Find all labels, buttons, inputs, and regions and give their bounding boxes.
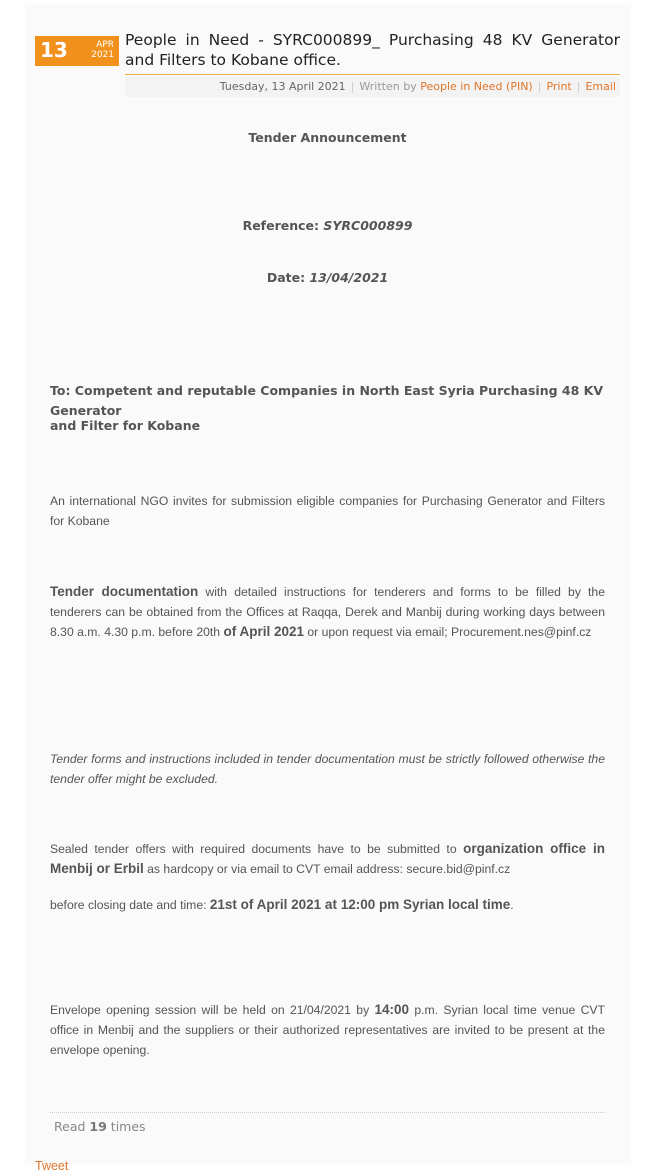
date-year: 2021 <box>91 50 114 60</box>
reference-label: Reference: <box>242 218 324 233</box>
documentation-text-2: or upon request via email; Procurement.nes@pinf.cz <box>303 625 592 639</box>
date-day: 13 <box>40 38 68 62</box>
reference-line <box>50 216 605 236</box>
sealed-paragraph <box>50 839 605 879</box>
written-by-label: Written by <box>359 80 417 93</box>
meta-separator: | <box>350 80 355 93</box>
date-value: 13/04/2021 <box>309 270 389 285</box>
hits-counter <box>54 1118 146 1136</box>
meta-separator: | <box>537 80 542 93</box>
sealed-text-2: as hardcopy or via email to CVT email address: secure.bid@pinf.cz <box>143 862 511 876</box>
title-divider <box>125 74 620 75</box>
closing-text: before closing date and time: <box>50 898 210 912</box>
date-month: APR <box>96 40 114 50</box>
article-title: People in Need - SYRC000899_ Purchasing 48 KV Generator and Filters to Kobane office. <box>125 31 620 69</box>
envelope-bold: 14:00 <box>374 1002 410 1017</box>
closing-bold: 21st of April 2021 at 12:00 pm Syrian local time <box>209 897 511 912</box>
date-badge <box>35 36 119 66</box>
read-label: Read <box>54 1119 86 1134</box>
email-link[interactable]: Email <box>585 80 616 93</box>
meta-separator: | <box>576 80 581 93</box>
times-label: times <box>110 1119 146 1134</box>
print-link[interactable]: Print <box>546 80 572 93</box>
documentation-bold: Tender documentation <box>50 584 199 599</box>
to-line-1: To: Competent and reputable Companies in North East Syria Purchasing 48 KV Generator <box>50 383 604 418</box>
to-line-2: and Filter for Kobane <box>50 418 201 433</box>
envelope-text-2: p.m. Syrian local time venue CVT office in Menbij and the suppliers or their authorized representatives are invited to be present at the envelope opening. <box>50 1003 605 1057</box>
article-date: Tuesday, 13 April 2021 <box>219 80 346 93</box>
date-label: Date: <box>266 270 310 285</box>
author-link[interactable]: People in Need (PIN) <box>420 80 533 93</box>
envelope-paragraph <box>50 1000 605 1060</box>
forms-note: Tender forms and instructions included in tender documentation must be strictly followed otherwise the tender offer might be excluded. <box>50 752 605 786</box>
envelope-text-1: Envelope opening session will be held on 21/04/2021 by <box>50 1003 375 1017</box>
documentation-bold-2: of April 2021 <box>223 624 304 639</box>
reference-value: SYRC000899 <box>323 218 413 233</box>
documentation-paragraph <box>50 582 605 642</box>
sealed-bold: organization office in Menbij or Erbil <box>50 841 605 876</box>
date-line <box>50 268 605 288</box>
footer-divider <box>50 1112 605 1113</box>
closing-end: . <box>510 898 514 912</box>
article-meta <box>125 77 620 97</box>
intro-paragraph: An international NGO invites for submission eligible companies for Purchasing Generator and Filters for Kobane <box>50 494 605 528</box>
date-month-year <box>91 40 114 60</box>
tweet-button[interactable]: Tweet <box>35 1159 69 1173</box>
documentation-text-1: with detailed instructions for tenderers and forms to be filled by the tenderers can be obtained from the Offices at Raqqa, Derek and Manbij during working days between 8.30 a.m. 4.30 p.m. before 20th <box>50 585 605 639</box>
read-count: 19 <box>89 1119 107 1134</box>
closing-paragraph <box>50 895 605 915</box>
sealed-text-1: Sealed tender offers with required documents have to be submitted to <box>50 842 464 856</box>
tender-heading: Tender Announcement <box>248 130 407 145</box>
